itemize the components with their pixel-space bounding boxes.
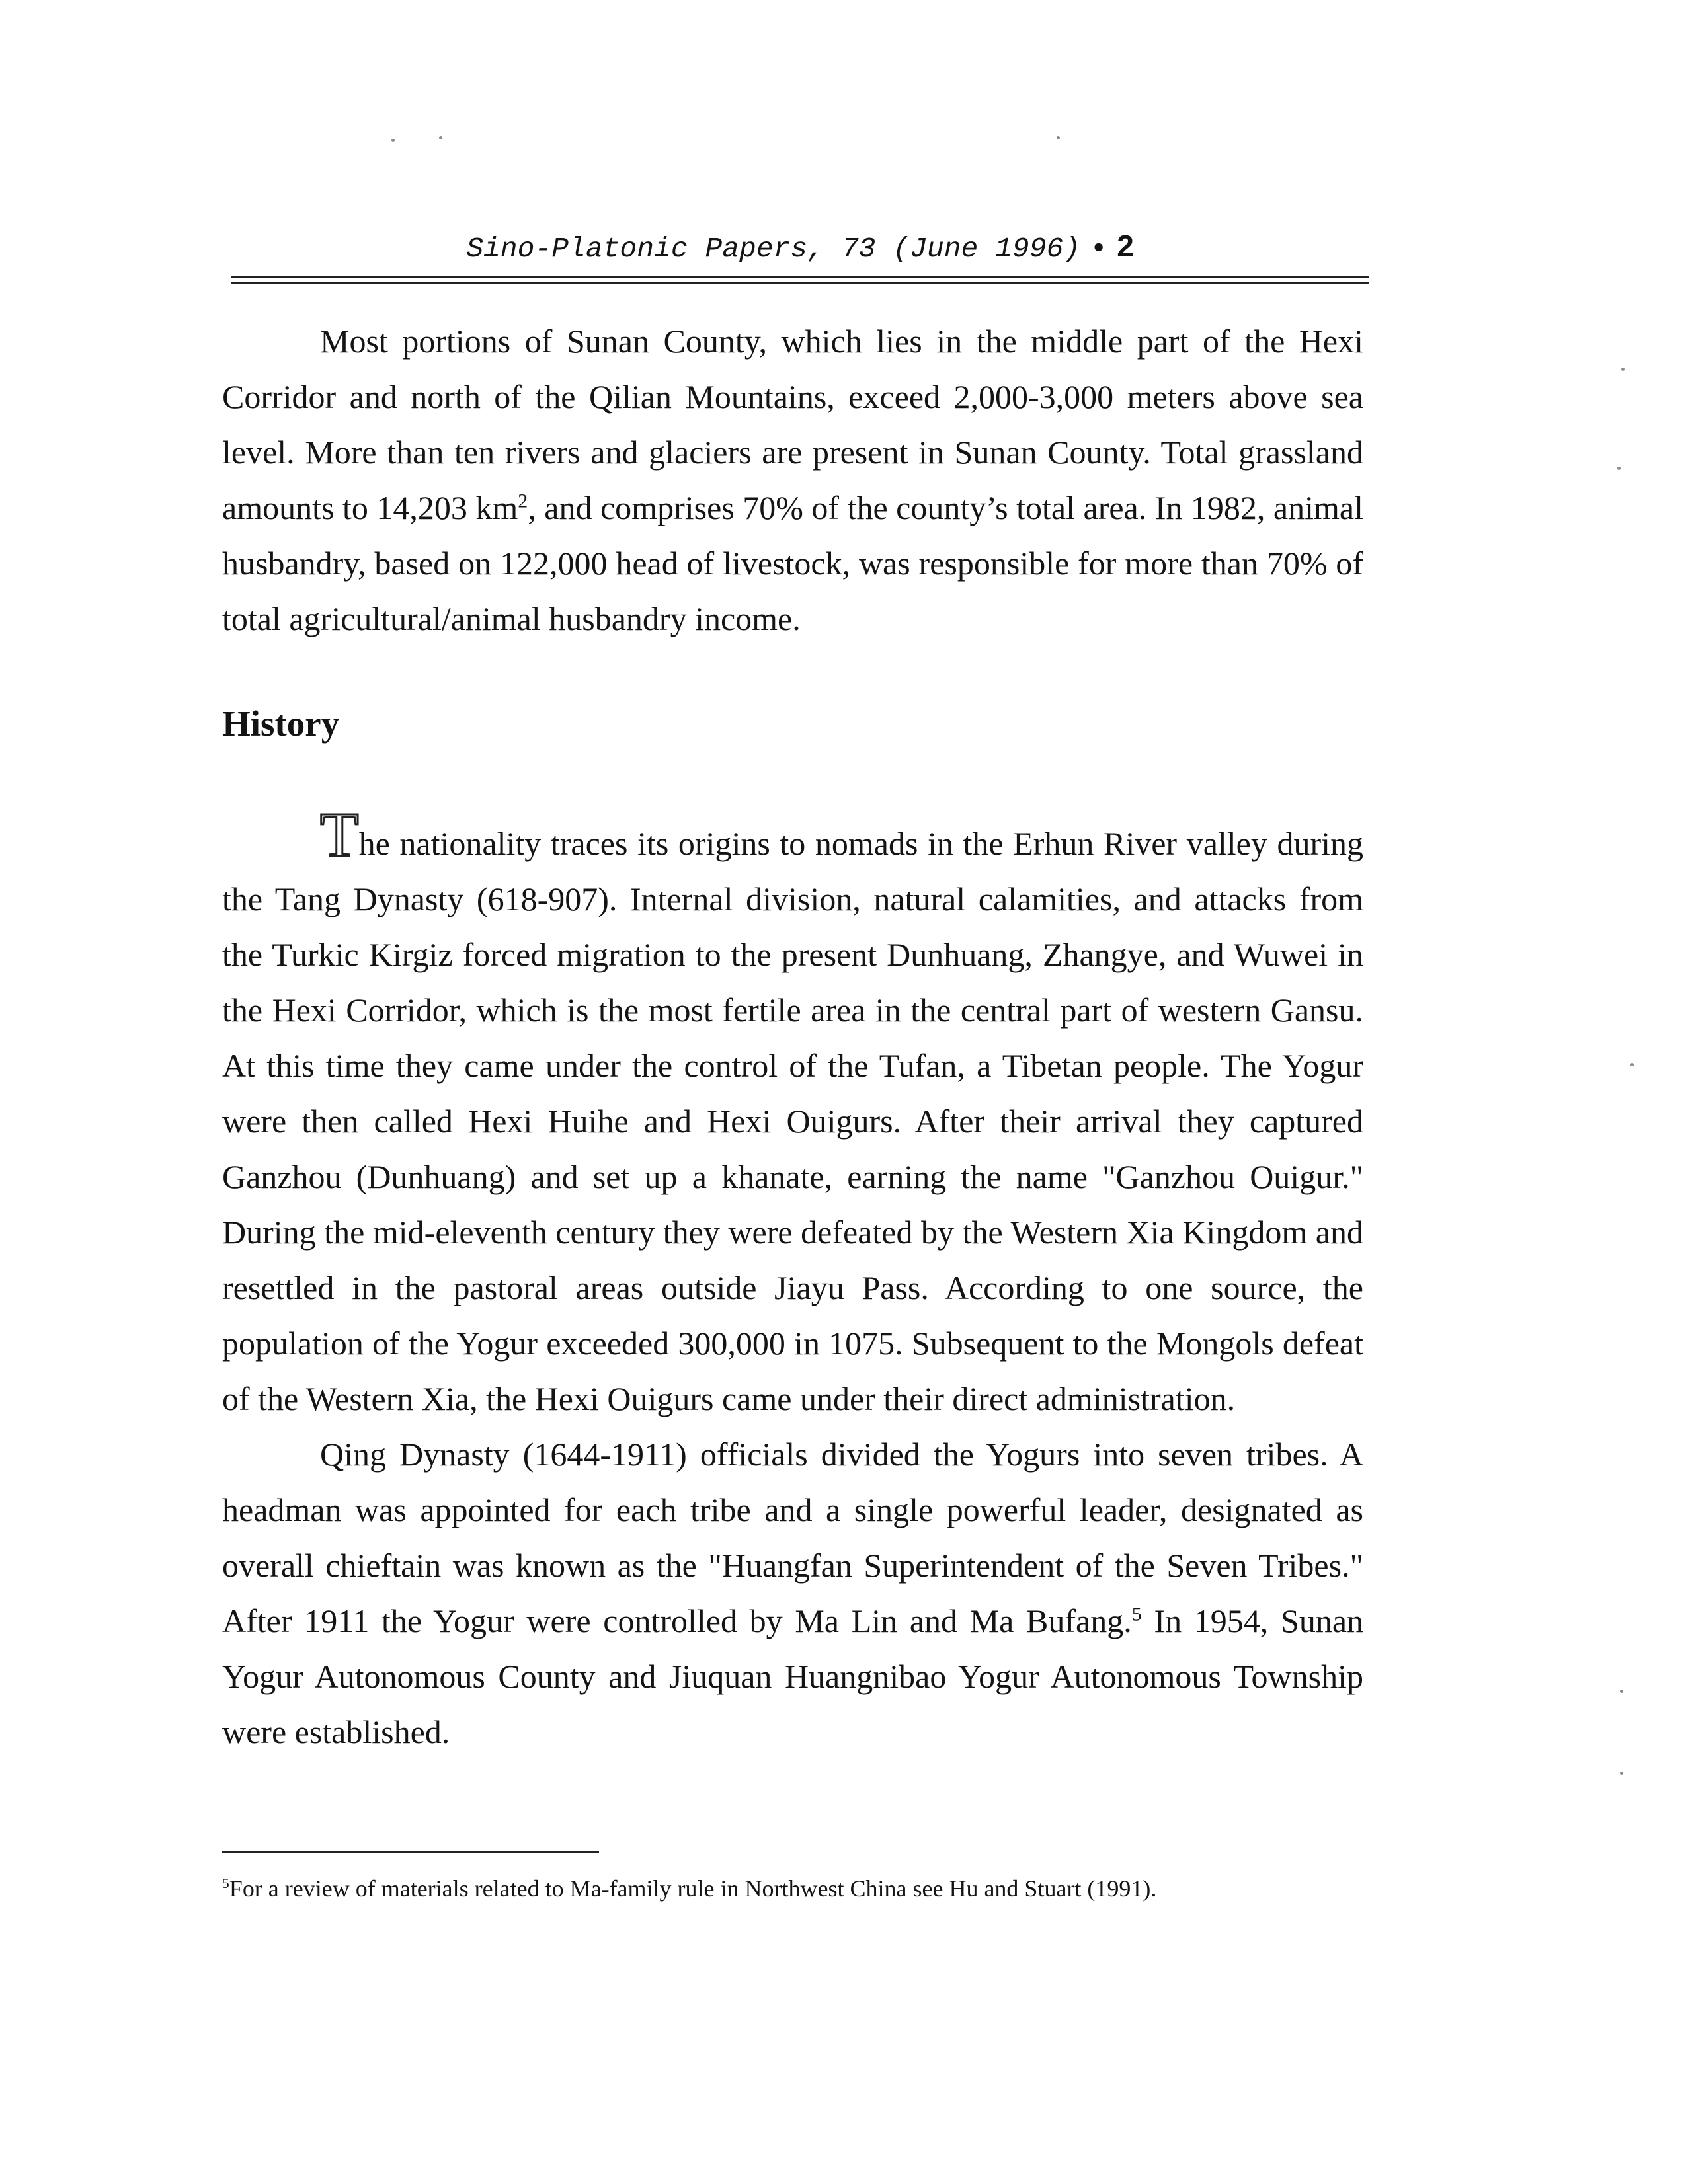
intro-text-b: , and comprises 70% of the county’s total area. In 1982, animal husbandry, based on 122,000 head of livestock, was responsible for more than 70% of total agricultural/animal husbandry income.	[222, 489, 1363, 637]
footnote-reference[interactable]: 5	[1131, 1603, 1142, 1625]
header-rule-top	[231, 276, 1369, 278]
journal-citation: Sino-Platonic Papers, 73 (June 1996)	[466, 233, 1081, 265]
scan-speck	[391, 139, 395, 142]
footnote-text: For a review of materials related to Ma-family rule in Northwest China see Hu and Stuart (1991).	[229, 1875, 1157, 1902]
scan-speck	[1057, 136, 1060, 139]
scan-speck	[439, 136, 442, 139]
footnote-rule	[222, 1851, 599, 1853]
intro-paragraph	[222, 313, 1363, 646]
drop-cap-letter: T	[320, 799, 359, 870]
history-paragraph-1	[222, 799, 1363, 1426]
intro-section	[222, 313, 1363, 646]
section-heading-history: History	[222, 703, 340, 744]
history-section	[222, 799, 1364, 1760]
history-paragraph-1-text: he nationality traces its origins to nomads in the Erhun River valley during the Tang Dynasty (618-907). Internal division, natural calamities, and attacks from the Turkic Kirgiz forced migration to the present Dunhuang, Zhangye, and Wuwei in the Hexi Corridor, which is the most fertile area in the central part of western Gansu. At this time they came under the control of the Tufan, a Tibetan people. The Yogur were then called Hexi Huihe and Hexi Ouigurs. After their arrival they captured Ganzhou (Dunhuang) and set up a khanate, earning the name "Ganzhou Ouigur." During the mid-eleventh century they were defeated by the Western Xia Kingdom and resettled in the pastoral areas outside Jiayu Pass. According to one source, the population of the Yogur exceeded 300,000 in 1075. Subsequent to the Mongols defeat of the Western Xia, the Hexi Ouigurs came under their direct administration.	[222, 825, 1363, 1417]
page-number: 2	[1117, 229, 1134, 263]
footnote	[222, 1872, 1363, 1905]
running-header	[231, 226, 1369, 269]
scan-speck	[1620, 1690, 1623, 1693]
bullet-separator: •	[1094, 231, 1104, 263]
footnote-marker: 5	[222, 1875, 229, 1891]
scan-speck	[1630, 1063, 1634, 1066]
scan-speck	[1620, 1772, 1623, 1775]
scan-speck	[1621, 368, 1625, 371]
header-rule-bottom	[231, 282, 1369, 284]
scan-speck	[1617, 467, 1621, 470]
superscript-squared: 2	[518, 490, 528, 512]
intro-text-a: Most portions of Sunan County, which lies in the middle part of the Hexi Corridor and north of the Qilian Mountains, exceed 2,000-3,000 meters above sea level. More than ten rivers and glaciers are present in Sunan County. Total grassland amounts to 14,203 km	[222, 323, 1363, 526]
history-paragraph-2	[222, 1426, 1363, 1760]
history-paragraph-2-text-b: In 1954, Sunan Yogur Autonomous County and Jiuquan Huangnibao Yogur Autonomous Township were established.	[222, 1602, 1364, 1750]
history-paragraph-2-text-a: Qing Dynasty (1644-1911) officials divided the Yogurs into seven tribes. A headman was appointed for each tribe and a single powerful leader, designated as overall chieftain was known as the "Huangfan Superintendent of the Seven Tribes." After 1911 the Yogur were controlled by Ma Lin and Ma Bufang.	[222, 1436, 1363, 1639]
